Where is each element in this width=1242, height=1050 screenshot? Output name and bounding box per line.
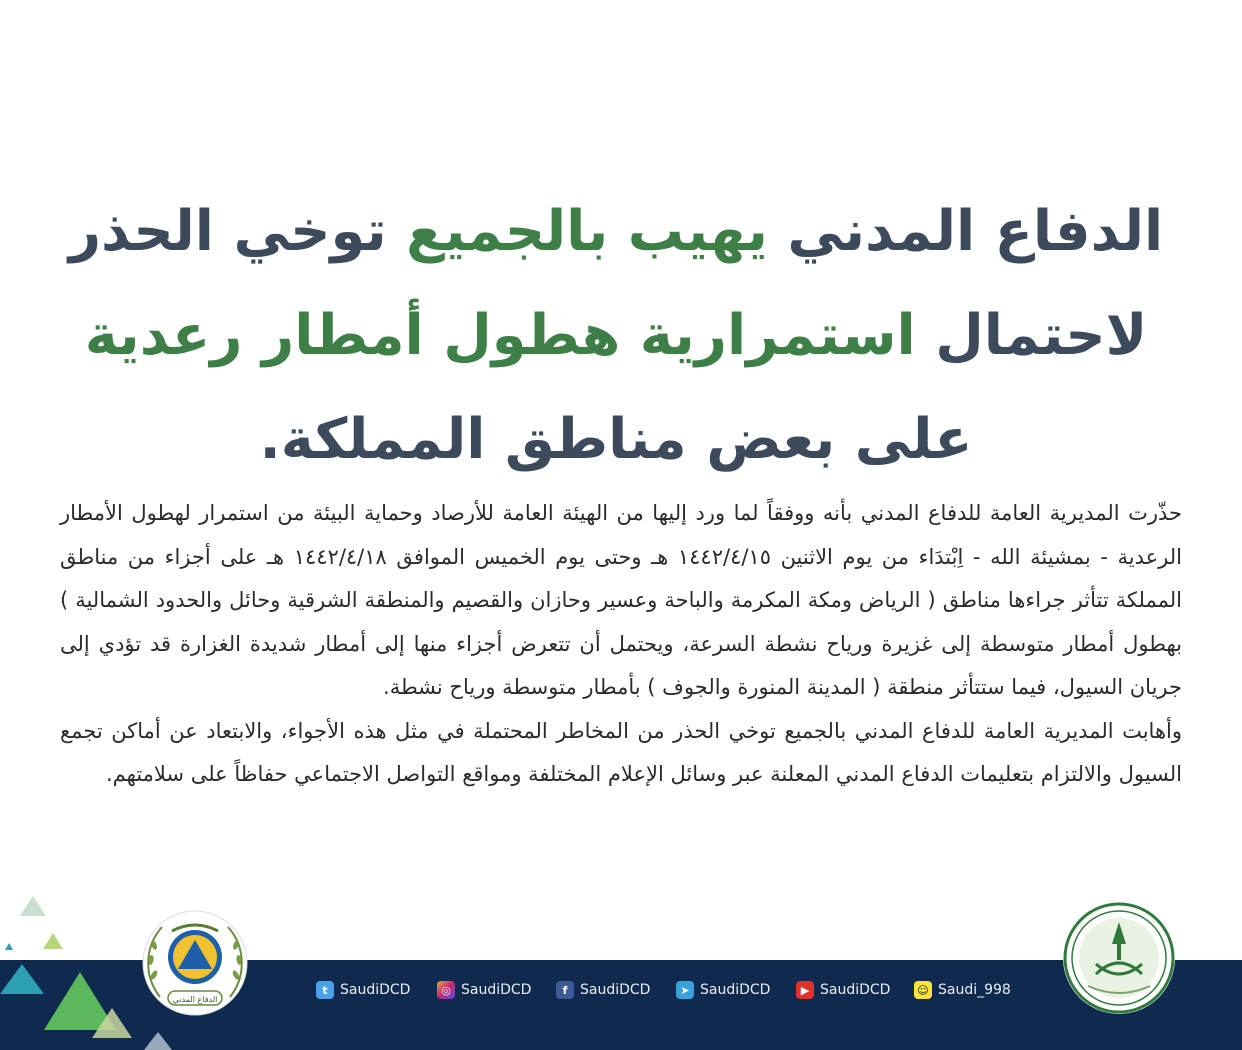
social-handle: SaudiDCD (580, 982, 651, 998)
social-handle: SaudiDCD (461, 982, 532, 998)
social-snapchat[interactable] (914, 978, 1011, 1002)
social-handle: SaudiDCD (820, 982, 891, 998)
headline-segment: يهيب بالجميع (386, 199, 768, 264)
headline-segment: على بعض مناطق المملكة. (259, 407, 973, 472)
twitter-icon: t (316, 981, 334, 999)
civil-defense-logo (132, 905, 258, 1023)
decor-triangle (43, 933, 63, 949)
instagram-icon: ◎ (437, 981, 455, 999)
decor-triangle (20, 896, 46, 916)
body-paragraph: وأهابت المديرية العامة للدفاع المدني بالجميع توخي الحذر من المخاطر المحتملة في مثل هذه الأجواء، والابتعاد عن أماكن تجمع السيول والالتزام بتعليمات الدفاع المدني المعلنة عبر وسائل الإعلام المختلفة ومواقع التواصل الاجتماعي حفاظاً على سلامتهم. (60, 718, 1182, 786)
social-instagram[interactable] (437, 978, 531, 1002)
snapchat-icon: ☺ (914, 981, 932, 999)
youtube-icon: ▶ (796, 981, 814, 999)
social-youtube[interactable] (796, 978, 890, 1002)
announcement-body (60, 492, 1182, 797)
logo-text: الدفاع المدني (172, 995, 218, 1004)
headline-line-1 (40, 180, 1192, 284)
decor-triangle (144, 1032, 172, 1050)
telegram-icon: ➤ (676, 981, 694, 999)
decor-triangle (92, 1008, 132, 1038)
headline-segment: توخي الحذر (68, 199, 387, 264)
social-handle: SaudiDCD (700, 982, 771, 998)
social-handle: Saudi_998 (938, 982, 1011, 998)
headline-segment: استمرارية هطول أمطار رعدية (84, 303, 916, 368)
social-telegram[interactable] (676, 978, 770, 1002)
social-twitter[interactable] (316, 978, 410, 1002)
headline-line-3 (40, 388, 1192, 492)
facebook-icon: f (556, 981, 574, 999)
ministry-emblem (1056, 900, 1182, 1018)
decor-triangle (0, 964, 44, 994)
body-paragraph: حذّرت المديرية العامة للدفاع المدني بأنه ووفقاً لما ورد إليها من الهيئة العامة للأرصاد وحماية البيئة من استمرار لهطول الأمطار الرعدية - بمشيئة الله - اِبْتدَاء من يوم الاثنين ١٤٤٢/٤/١٥ هـ وحتى يوم الخميس الموافق ١٤٤٢/٤/١٨ هـ على أجزاء من مناطق المملكة تتأثر جراءها مناطق ( الرياض ومكة المكرمة والباحة وعسير وحازان والقصيم والمنطقة الشرقية وحائل والحدود الشمالية ) بهطول أمطار متوسطة إلى غزيرة ورياح نشطة السرعة، ويحتمل أن تتعرض أجزاء منها إلى أمطار شديدة الغزارة قد تؤدي إلى جريان السيول، فيما ستتأثر منطقة ( المدينة المنورة والجوف ) بأمطار متوسطة ورياح نشطة. (60, 501, 1182, 699)
headline (40, 180, 1192, 492)
headline-segment: الدفاع المدني (767, 199, 1164, 264)
decor-triangle (5, 943, 13, 950)
headline-line-2 (40, 284, 1192, 388)
headline-segment: لاحتمال (915, 303, 1148, 368)
social-facebook[interactable] (556, 978, 650, 1002)
social-handle: SaudiDCD (340, 982, 411, 998)
